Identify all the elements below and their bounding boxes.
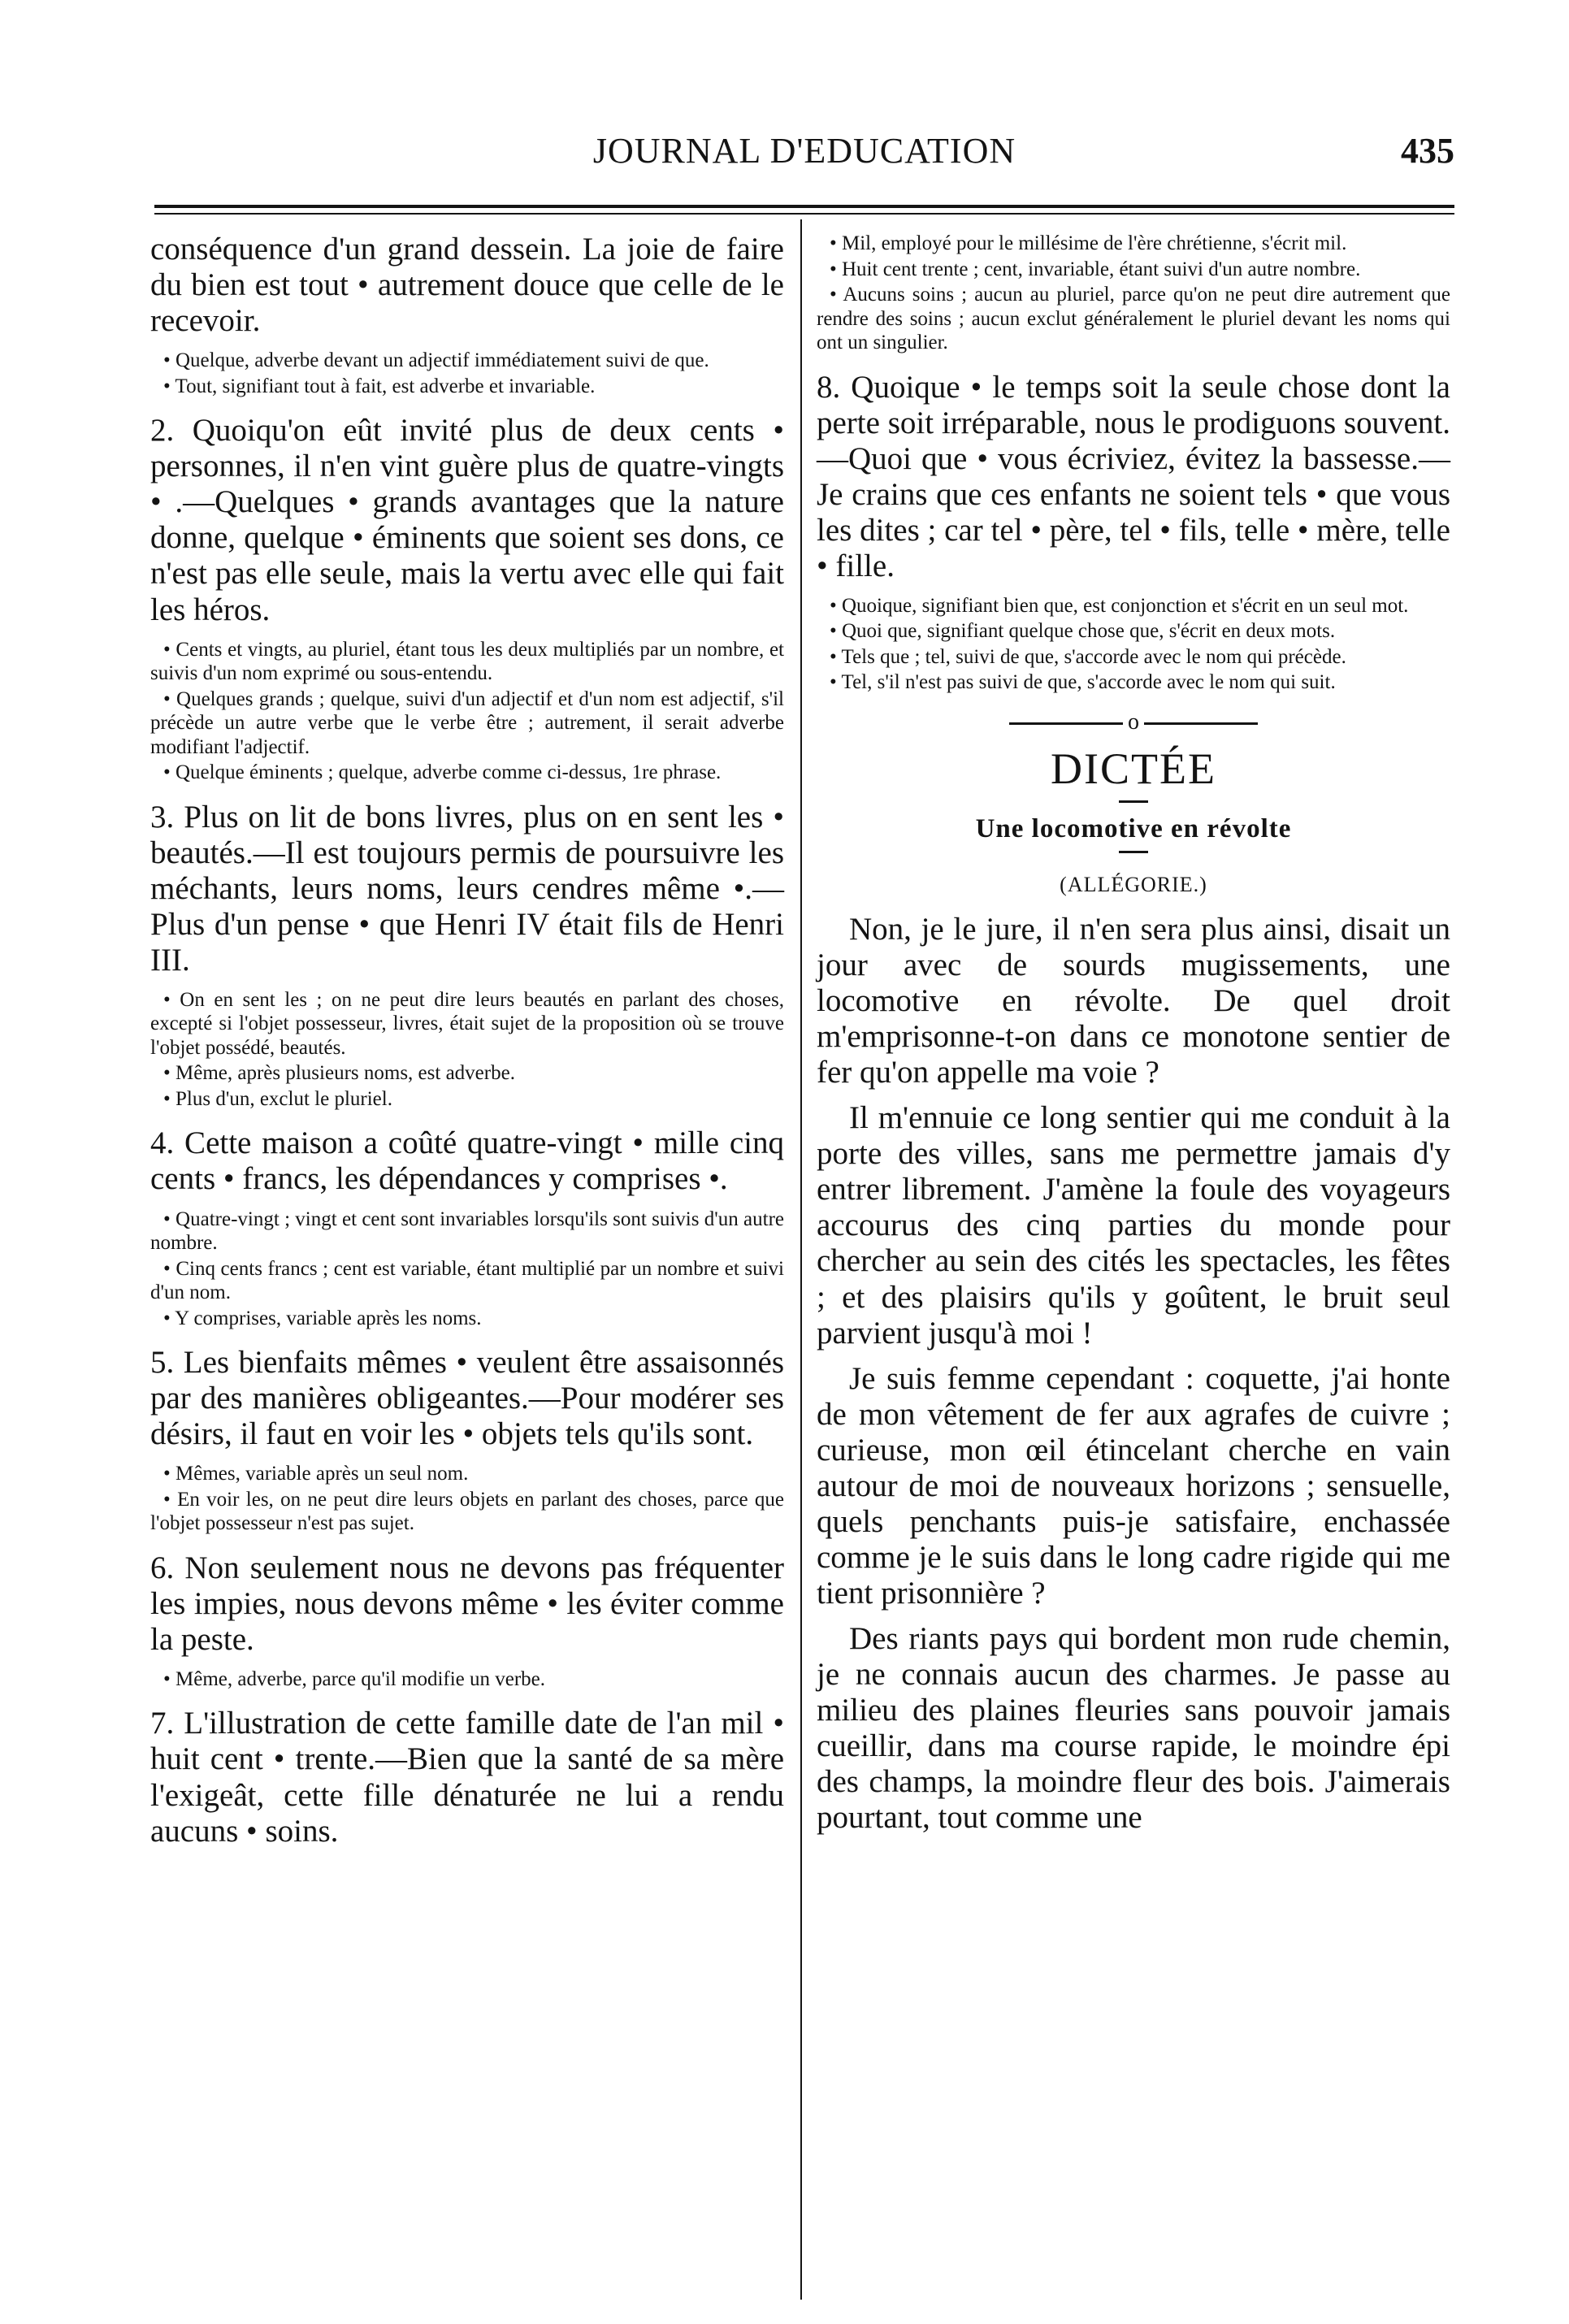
footnote: • Cinq cents francs ; cent est variable, étant multiplié par un nombre et suivi d'un nom.: [150, 1257, 784, 1303]
title-rule: [1119, 851, 1148, 853]
paragraph-5: 5. Les bienfaits mêmes • veulent être assaisonnés par des manières obligeantes.—Pour modérer ses désirs, il faut en voir les • objets tels qu'ils sont.: [150, 1345, 784, 1452]
page-number: 435: [1401, 131, 1454, 171]
story-paragraph: Des riants pays qui bordent mon rude chemin, je ne connais aucun des charmes. Je passe au milieu des plaines fleuries sans pouvoir jamais cueillir, dans ma course rapide, le moindre épi des champs, la moindre fleur des bois. J'aimerais pourtant, tout comme une: [817, 1621, 1450, 1836]
footnote: • Quoique, signifiant bien que, est conjonction et s'écrit en un seul mot.: [830, 594, 1409, 617]
story-paragraph: Je suis femme cependant : coquette, j'ai honte de mon vêtement de fer aux agrafes de cuivre ; curieuse, mon œil étincelant cherche en vain autour de moi de nouveaux horizons ; sensuelle, quels penchants puis-je satisfaire, enchassée comme je le suis dans le long cadre rigide qui me tient prisonnière ?: [817, 1360, 1450, 1611]
notes-2: [150, 638, 784, 785]
section-title: DICTÉE: [1051, 744, 1216, 793]
footnote: • Tels que ; tel, suivi de que, s'accorde avec le nom qui précède.: [830, 645, 1346, 668]
story-title: Une locomotive en révolte: [975, 813, 1292, 843]
footnote: • Quatre-vingt ; vingt et cent sont invariables lorsqu'ils sont suivis d'un autre nombre.: [150, 1208, 784, 1254]
footnote: • Mil, employé pour le millésime de l'ère chrétienne, s'écrit mil.: [830, 232, 1347, 254]
separator-mark: o: [1128, 709, 1139, 735]
notes-5: [150, 1462, 784, 1536]
notes-6: [150, 1667, 784, 1692]
notes-8: [817, 594, 1450, 695]
page-header: [154, 122, 1454, 179]
footnote: • Huit cent trente ; cent, invariable, étant suivi d'un autre nombre.: [830, 258, 1361, 280]
notes-7: [817, 232, 1450, 355]
footnote: • Quelques grands ; quelque, suivi d'un adjectif et d'un nom est adjectif, s'il précède un autre verbe que le verbe être ; autrement, il serait adverbe modifiant l'adjectif.: [150, 687, 784, 758]
footnote: • Mêmes, variable après un seul nom.: [163, 1463, 469, 1485]
notes-4: [150, 1208, 784, 1331]
left-column: [150, 232, 784, 1859]
title-rule: [1119, 800, 1148, 803]
footnote: • Quelque éminents ; quelque, adverbe comme ci-dessus, 1re phrase.: [163, 761, 722, 784]
footnote: • Cents et vingts, au pluriel, étant tous les deux multipliés par un nombre, et suivis d'un nom exprimé ou sous-entendu.: [150, 638, 784, 685]
footnote: • Tel, s'il n'est pas suivi de que, s'accorde avec le nom qui suit.: [830, 671, 1336, 694]
section-separator: [817, 709, 1450, 735]
footnote: • Quoi que, signifiant quelque chose que, s'écrit en deux mots.: [830, 620, 1336, 643]
paragraph-6: 6. Non seulement nous ne devons pas fréquenter les impies, nous devons même • les éviter comme la peste.: [150, 1550, 784, 1657]
paragraph-7: 7. L'illustration de cette famille date de l'an mil • huit cent • trente.—Bien que la santé de sa mère l'exigeât, cette fille dénaturée ne lui a rendu aucuns • soins.: [150, 1706, 784, 1849]
footnote: • Y comprises, variable après les noms.: [163, 1307, 482, 1329]
header-rule-thin: [154, 213, 1454, 215]
paragraph-3: 3. Plus on lit de bons livres, plus on en sent les • beautés.—Il est toujours permis de poursuivre les méchants, leurs noms, leurs cendres même •.—Plus d'un pense • que Henri IV était fils de Henri III.: [150, 799, 784, 978]
story-subtitle: (ALLÉGORIE.): [1060, 872, 1207, 896]
footnote: • Plus d'un, exclut le pluriel.: [163, 1087, 392, 1110]
story-paragraph: Il m'ennuie ce long sentier qui me conduit à la porte des villes, sans me permettre jamais d'y entrer librement. J'amène la foule des voyageurs accourus des cinq parties du monde pour chercher au sein des cités les spectacles, les fêtes ; et des plaisirs qu'ils y goûtent, le bruit seul parvient jusqu'à moi !: [817, 1100, 1450, 1351]
notes-1: [150, 349, 784, 398]
separator-line: [1009, 722, 1123, 725]
paragraph-1: conséquence d'un grand dessein. La joie de faire du bien est tout • autrement douce que celle de le recevoir.: [150, 232, 784, 339]
footnote: • Même, adverbe, parce qu'il modifie un verbe.: [163, 1667, 546, 1690]
footnote: • Quelque, adverbe devant un adjectif immédiatement suivi de que.: [163, 349, 709, 372]
paragraph-8: 8. Quoique • le temps soit la seule chose dont la perte soit irréparable, nous le prodiguons souvent.—Quoi que • vous écriviez, évitez la bassesse.—Je crains que ces enfants ne soient tels • que vous les dites ; car tel • père, tel • fils, telle • mère, telle • fille.: [817, 369, 1450, 583]
separator-line: [1144, 722, 1258, 725]
header-rule-thick: [154, 205, 1454, 208]
footnote: • On en sent les ; on ne peut dire leurs beautés en parlant des choses, excepté si l'objet possesseur, livres, était sujet de la proposition où se trouve l'objet possédé, beautés.: [150, 988, 784, 1059]
running-title: JOURNAL D'EDUCATION: [592, 131, 1016, 171]
footnote: • En voir les, on ne peut dire leurs objets en parlant des choses, parce que l'objet possesseur n'est pas sujet.: [150, 1488, 784, 1535]
footnote: • Aucuns soins ; aucun au pluriel, parce qu'on ne peut dire autrement que rendre des soins ; aucun exclut généralement le pluriel devant les noms qui ont un singulier.: [817, 284, 1450, 353]
paragraph-4: 4. Cette maison a coûté quatre-vingt • mille cinq cents • francs, les dépendances y comprises •.: [150, 1125, 784, 1197]
story-paragraph: Non, je le jure, il n'en sera plus ainsi, disait un jour avec de sourds mugissements, une locomotive en révolte. De quel droit m'emprisonne-t-on dans ce monotone sentier de fer qu'on appelle ma voie ?: [817, 911, 1450, 1090]
notes-3: [150, 988, 784, 1112]
paragraph-2: 2. Quoiqu'on eût invité plus de deux cents • personnes, il n'en vint guère plus de quatre-vingts • .—Quelques • grands avantages que la nature donne, quelque • éminents que soient ses dons, ce n'est pas elle seule, mais la vertu avec elle qui fait les héros.: [150, 413, 784, 627]
right-column: [817, 232, 1450, 1845]
footnote: • Même, après plusieurs noms, est adverbe.: [163, 1062, 515, 1085]
column-divider: [800, 219, 802, 2300]
footnote: • Tout, signifiant tout à fait, est adverbe et invariable.: [163, 375, 596, 397]
